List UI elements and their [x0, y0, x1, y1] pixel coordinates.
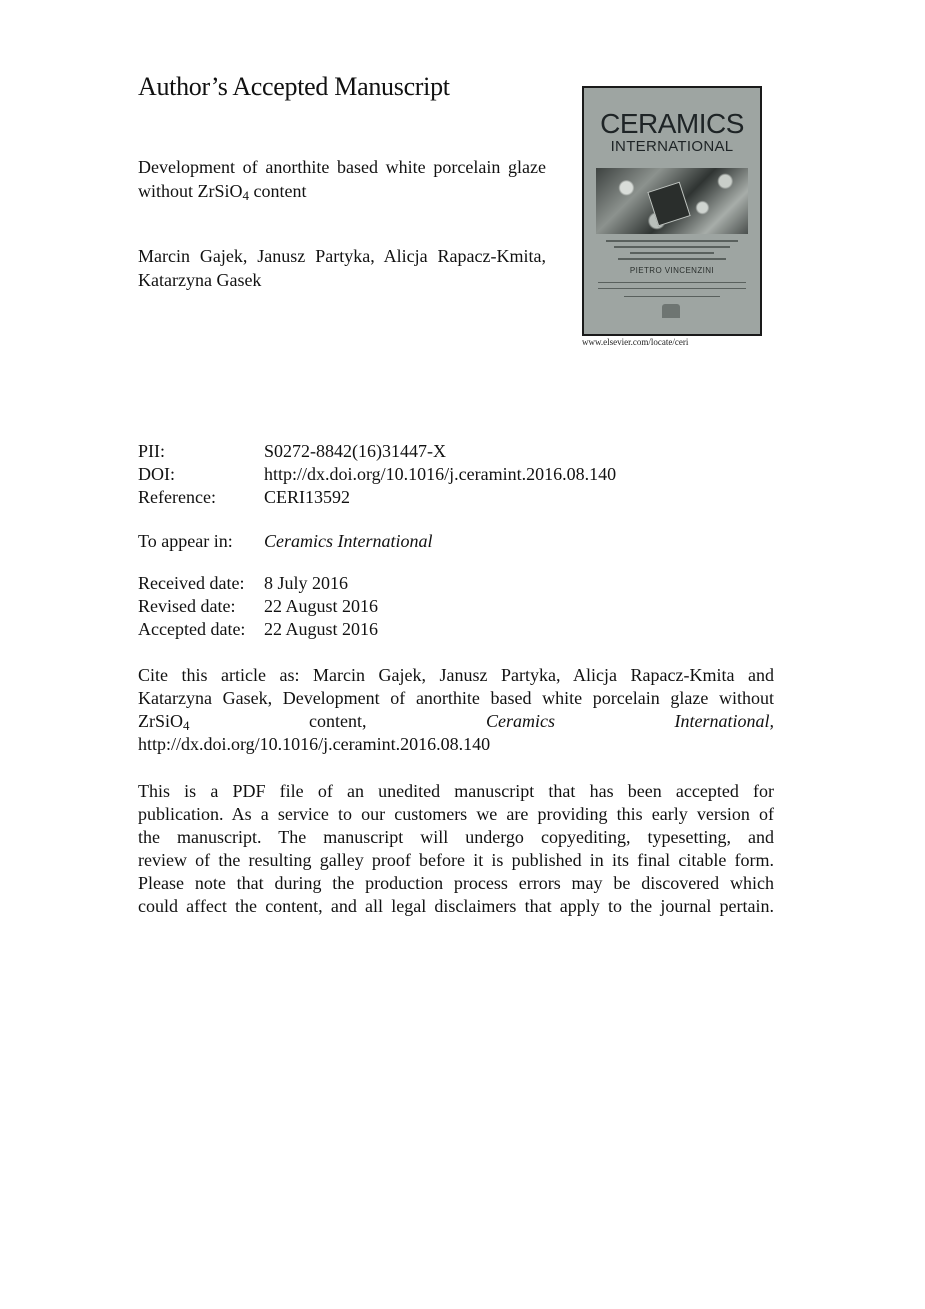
reference-value: CERI13592: [264, 487, 351, 507]
disclaimer-line: This is a PDF file of an unedited manuscript that has been accepted for: [138, 781, 774, 801]
article-title: [138, 155, 546, 203]
cover-title: CERAMICS: [600, 108, 744, 139]
citation-block: [138, 664, 774, 756]
accepted-date-label: Accepted date:: [138, 619, 246, 639]
journal-cover-image: [582, 86, 762, 336]
title-text-part-1: Development of anorthite based white porcelain glaze without ZrSiO: [138, 157, 546, 201]
cover-text-line: [598, 282, 746, 283]
title-subscript: 4: [242, 188, 250, 203]
citation-journal-word-1: Ceramics: [486, 711, 556, 731]
disclaimer-line: the manuscript. The manuscript will undergo copyediting, typesetting, and: [138, 827, 774, 847]
citation-doi-link[interactable]: http://dx.doi.org/10.1016/j.ceramint.2016.08.140: [138, 734, 491, 754]
pii-label: PII:: [138, 441, 165, 461]
cover-text-line: [598, 288, 746, 289]
disclaimer-paragraph: [138, 780, 774, 918]
reference-label: Reference:: [138, 487, 216, 507]
cover-micrograph: [596, 168, 748, 234]
disclaimer-line: could affect the content, and all legal disclaimers that apply to the journal pertain.: [138, 896, 774, 916]
cover-subtitle: INTERNATIONAL: [610, 138, 734, 155]
manuscript-header: Author’s Accepted Manuscript: [138, 72, 450, 101]
citation-line: Katarzyna Gasek, Development of anorthite based white porcelain glaze without: [138, 688, 774, 708]
citation-formula: ZrSiO$_4$: [138, 711, 190, 733]
cover-text-line: [618, 258, 726, 260]
cover-text-line: [624, 296, 720, 297]
received-date-value: 8 July 2016: [264, 573, 349, 593]
received-date-label: Received date:: [138, 573, 245, 593]
doi-value[interactable]: http://dx.doi.org/10.1016/j.ceramint.2016.08.140: [264, 464, 617, 484]
journal-name: Ceramics International: [264, 531, 433, 551]
revised-date-label: Revised date:: [138, 596, 236, 616]
cover-text-line: [614, 246, 730, 248]
accepted-date-value: 22 August 2016: [264, 619, 379, 639]
doi-label: DOI:: [138, 464, 175, 484]
journal-url: www.elsevier.com/locate/ceri: [582, 337, 689, 347]
citation-line: Cite this article as: Marcin Gajek, Janusz Partyka, Alicja Rapacz-Kmita and: [138, 665, 774, 685]
cover-editor: PIETRO VINCENZINI: [629, 266, 715, 275]
appear-in-label: To appear in:: [138, 531, 233, 551]
citation-line: [138, 710, 774, 733]
disclaimer-line: Please note that during the production process errors may be discovered which: [138, 873, 774, 893]
title-text-part-2: content: [249, 181, 307, 201]
citation-journal-word-2: International,: [674, 711, 774, 731]
pii-value: S0272-8842(16)31447-X: [264, 441, 446, 461]
disclaimer-line: publication. As a service to our customers we are providing this early version of: [138, 804, 774, 824]
citation-content-word: content,: [309, 711, 367, 731]
elsevier-logo-icon: [662, 304, 680, 318]
cover-text-line: [630, 252, 714, 254]
author-list: Marcin Gajek, Janusz Partyka, Alicja Rapacz-Kmita, Katarzyna Gasek: [138, 246, 546, 290]
cover-text-line: [606, 240, 738, 242]
disclaimer-line: review of the resulting galley proof before it is published in its final citable form.: [138, 850, 774, 870]
revised-date-value: 22 August 2016: [264, 596, 379, 616]
